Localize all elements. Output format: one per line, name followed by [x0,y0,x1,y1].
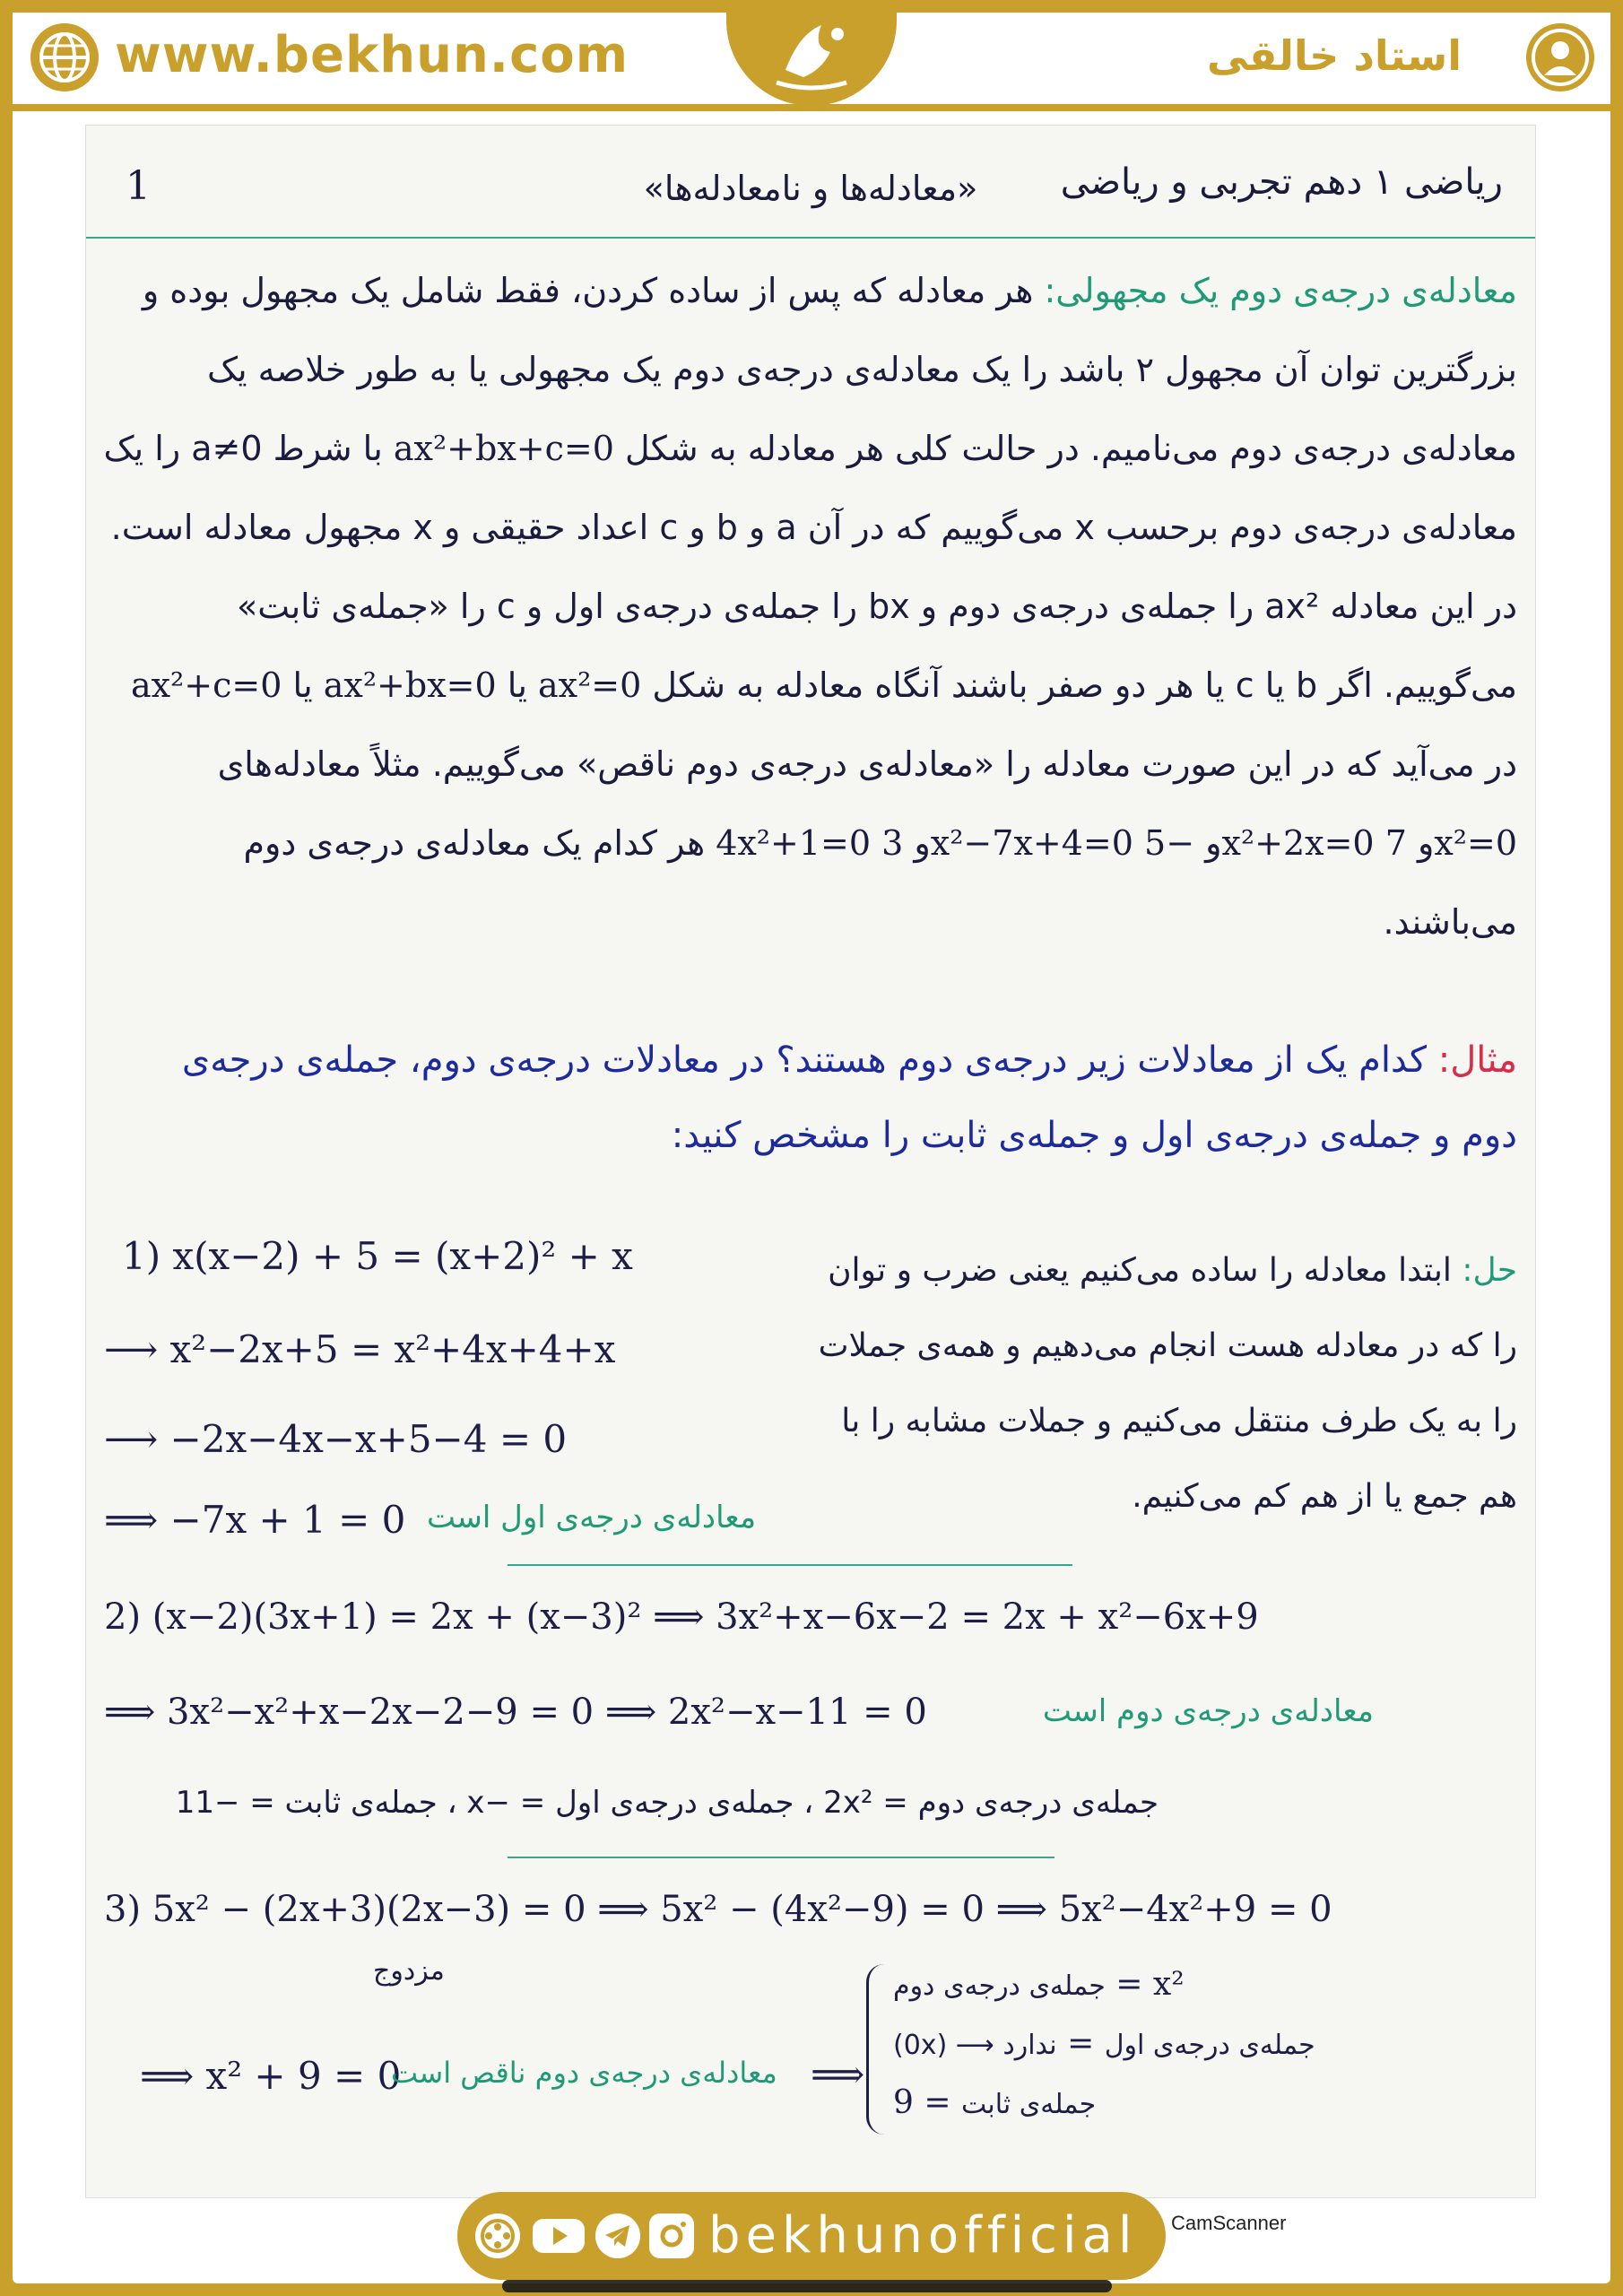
section-divider-2 [508,1857,1055,1858]
conjugate-label: مزدوج [373,1955,445,1987]
telegram-icon[interactable] [595,2213,640,2258]
site-url-link[interactable]: www.bekhun.com [115,26,629,84]
teacher-name: استاد خالقی [1206,31,1462,80]
brace-3-value: 9 [893,2084,914,2121]
page-title: «معادله‌ها و نامعادله‌ها» [643,169,978,208]
problem-2-note: معادله‌ی درجه‌ی دوم است [1042,1693,1374,1729]
problem-1-note: معادله‌ی درجه‌ی اول است [427,1500,757,1535]
incomplete-forms: ax²+c=0 یا ax²+bx=0 یا ax²=0 [130,665,642,705]
problem-3-terms [866,1964,1368,2135]
brace-1-label: جمله‌ی درجه‌ی دوم [893,1970,1106,2002]
brace-line-3: جمله‌ی ثابت = 9 [893,2084,1097,2121]
brace-2-label: جمله‌ی درجه‌ی اول [1104,2030,1315,2061]
definition-term: معادله‌ی درجه‌ی دوم یک مجهولی: [1044,271,1517,310]
problem-3-arrow: ⟹ [811,2052,865,2096]
solution-note [809,1233,1517,1535]
problem-3-note: معادله‌ی درجه‌ی دوم ناقص است [391,2056,777,2090]
example-prompt [118,1022,1517,1173]
general-form: ax²+bx+c=0 [393,429,614,468]
curly-brace [866,1964,887,2135]
solution-label: حل: [1462,1252,1517,1289]
instagram-icon[interactable] [649,2213,694,2258]
example-label: مثال: [1437,1039,1517,1081]
logo-emblem [759,7,864,100]
camscanner-watermark: CamScanner [1171,2212,1287,2234]
footer-handle[interactable]: bekhunofficial [708,2206,1138,2265]
definition-text-1: هر معادله که پس از ساده کردن، فقط شامل یک مجهول بوده و بزرگترین توان آن مجهول ۲ باشد را یک معادله‌ی درجه‌ی دوم یک مجهولی یا به طور خلاصه یک معادله‌ی درجه‌ی دوم می‌نامیم. در حالت کلی هر معادله به شکل [142,271,1517,468]
problem-1-line-4: ⟹ −7x + 1 = 0 [104,1498,406,1542]
solution-text: ابتدا معادله را ساده می‌کنیم یعنی ضرب و توان را که در معادله هست انجام می‌دهیم و همه‌ی جملات را به یک طرف منتقل می‌کنیم و جملات مشابه را با هم جمع یا از هم کم می‌کنیم. [818,1252,1517,1515]
problem-2-line-2: ⟹ 3x²−x²+x−2x−2−9 = 0 ⟹ 2x²−x−11 = 0 [104,1692,927,1733]
brace-line-1: جمله‌ی درجه‌ی دوم = x² [893,1966,1185,2003]
brace-3-label: جمله‌ی ثابت [960,2089,1097,2120]
brace-2-value: ندارد ⟶ (0x) [893,2030,1057,2061]
handwritten-page [86,126,1535,2197]
problem-1-line-3: ⟶ −2x−4x−x+5−4 = 0 [104,1417,568,1461]
page-header [86,126,1535,242]
user-icon [1524,22,1596,93]
globe-icon [29,22,100,93]
definition-text-3: در می‌آید که در این صورت معادله را «معادله‌ی درجه‌ی دوم ناقص» می‌گوییم. مثلاً معادله‌های [217,744,1517,784]
problem-2-terms: جمله‌ی درجه‌ی دوم = 2x² ، جمله‌ی درجه‌ی اول = −x ، جمله‌ی ثابت = −11 [175,1785,1159,1821]
section-divider-1 [508,1564,1072,1566]
definition-text-4: هر کدام یک معادله‌ی درجه‌ی دوم می‌باشند. [243,823,1517,942]
definition-paragraph [100,251,1517,961]
definition-text-2: با شرط a≠0 را یک معادله‌ی درجه‌ی دوم برحسب x می‌گوییم که در آن a و b و c اعداد حقیقی و x مجهول معادله است. در این معادله ax² را جمله‌ی درجه‌ی دوم و bx را جمله‌ی درجه‌ی اول و c را «جمله‌ی ثابت» می‌گوییم. اگر b یا c یا هر دو صفر باشند آنگاه معادله به شکل [103,429,1517,705]
footer-shadow [502,2280,1112,2292]
example-text: کدام یک از معادلات زیر درجه‌ی دوم هستند؟ در معادلات درجه‌ی دوم، جمله‌ی درجه‌ی دوم و جمله‌ی درجه‌ی اول و جمله‌ی ثابت را مشخص کنید: [181,1039,1517,1156]
brace-line-2: جمله‌ی درجه‌ی اول = ندارد ⟶ (0x) [893,2025,1315,2062]
header-rule [86,237,1535,239]
problem-3-line-1: 3) 5x² − (2x+3)(2x−3) = 0 ⟹ 5x² − (4x²−9) = 0 ⟹ 5x²−4x²+9 = 0 [104,1889,1332,1930]
course-label: ریاضی ۱ دهم تجربی و ریاضی [1060,161,1503,203]
example-equations: 4x²+1=0 و 3x²−7x+4=0 و −5x²+2x=0 و 7x²=0 [716,823,1517,863]
problem-1-line-1: 1) x(x−2) + 5 = (x+2)² + x [122,1234,633,1278]
brace-1-value: x² [1152,1966,1185,2003]
youtube-icon[interactable] [533,2213,585,2258]
problem-3-line-2: ⟹ x² + 9 = 0 [140,2054,402,2098]
page-number: 1 [126,163,151,209]
problem-2-line-1: 2) (x−2)(3x+1) = 2x + (x−3)² ⟹ 3x²+x−6x−2 = 2x + x²−6x+9 [104,1596,1259,1638]
problem-1-line-2: ⟶ x²−2x+5 = x²+4x+4+x [104,1327,616,1371]
film-reel-icon[interactable] [475,2213,520,2258]
